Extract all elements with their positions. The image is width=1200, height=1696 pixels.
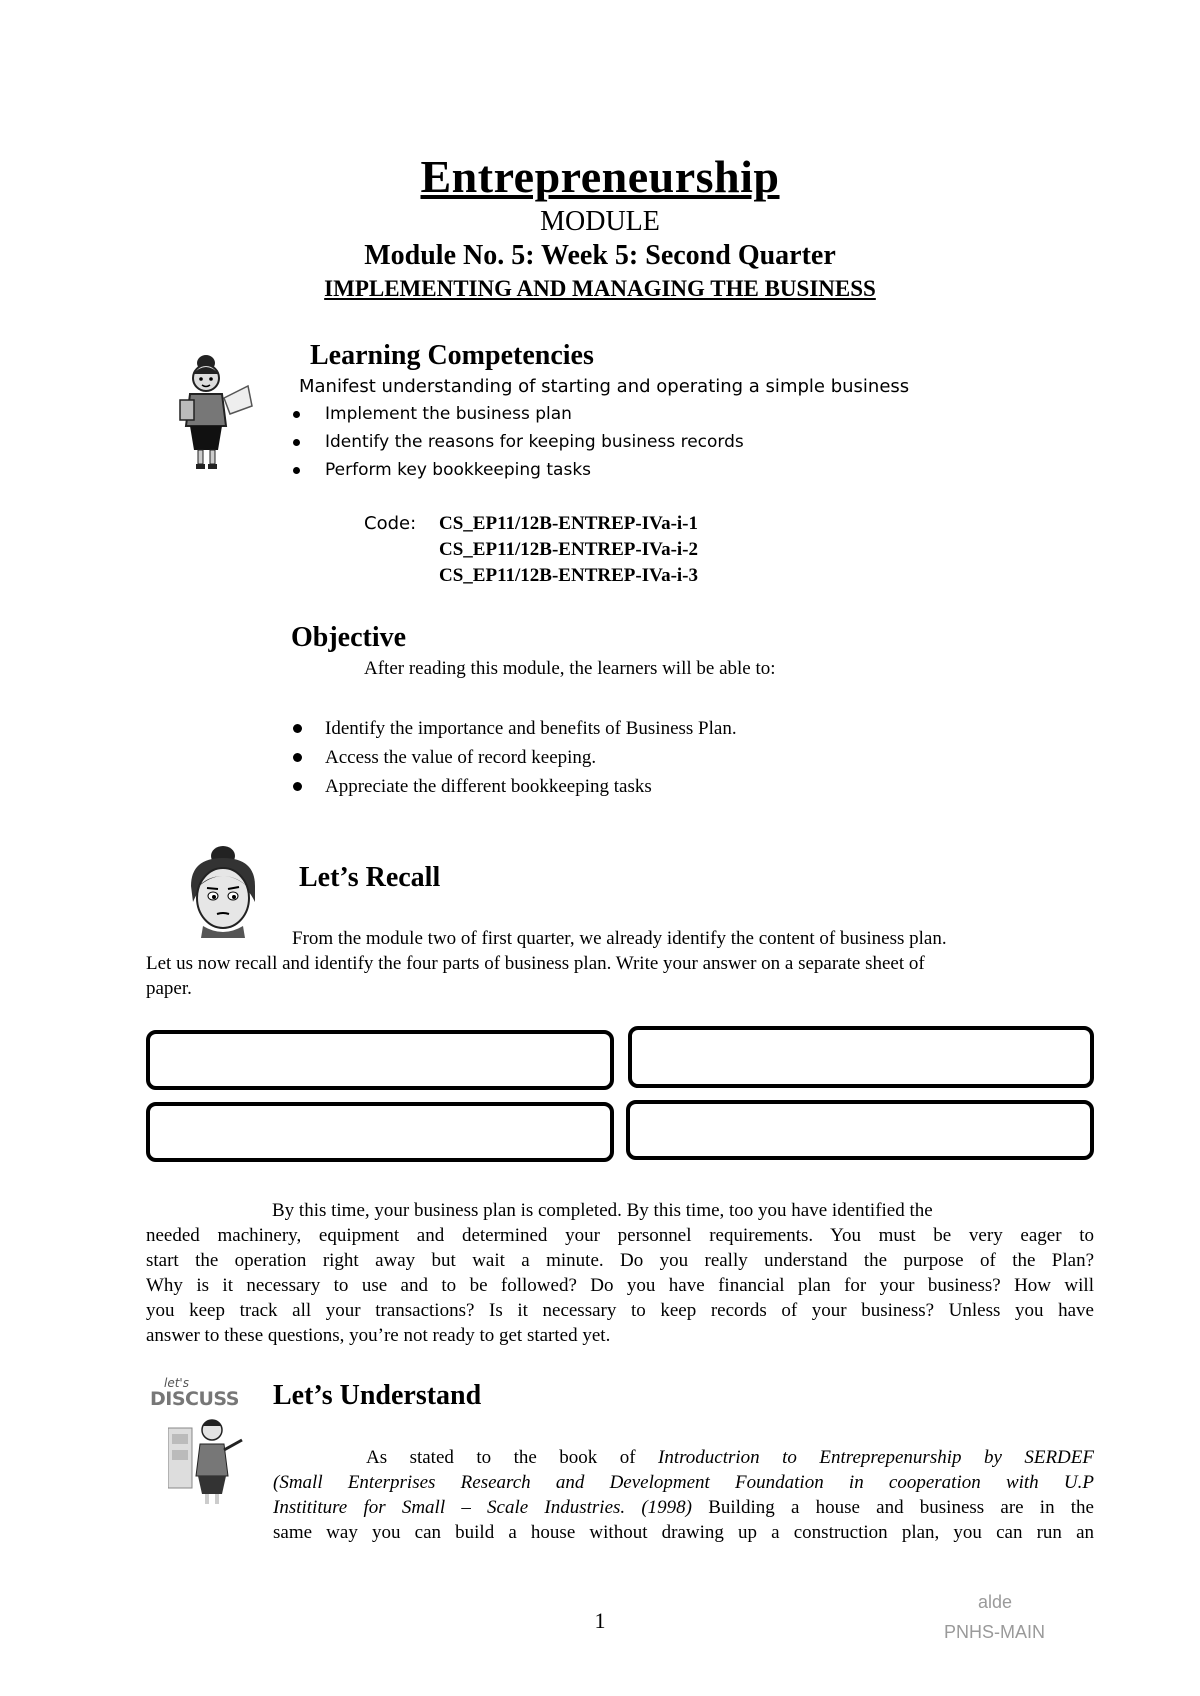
understand-text: same way you can build a house without drawing up a construction plan, you can run an [273, 1522, 1094, 1543]
paragraph-line: you keep track all your transactions? Is it necessary to keep records of your business? Unless you have [146, 1300, 1094, 1321]
list-item: Access the value of record keeping. [289, 743, 989, 772]
paragraph-line: By this time, your business plan is completed. By this time, too you have identified the [272, 1200, 933, 1221]
page-title: Entrepreneurship [420, 151, 780, 202]
understand-text: Building a house and business are in the [692, 1497, 1094, 1518]
code-list [439, 511, 698, 589]
competency-code: CS_EP11/12B-ENTREP-IVa-i-3 [439, 565, 698, 586]
module-label: MODULE [540, 206, 660, 237]
understand-text: As stated to the book of [366, 1447, 658, 1468]
competency-code: CS_EP11/12B-ENTREP-IVa-i-2 [439, 539, 698, 560]
competencies-heading: Learning Competencies [310, 340, 594, 371]
page-number: 1 [594, 1608, 606, 1633]
answer-box-2[interactable] [628, 1026, 1094, 1088]
recall-text-line: paper. [146, 978, 192, 999]
answer-box-1[interactable] [146, 1030, 614, 1090]
list-item: Identify the importance and benefits of Business Plan. [289, 714, 989, 743]
watermark-line-2: PNHS-MAIN [944, 1622, 1046, 1642]
recall-heading: Let’s Recall [299, 862, 441, 893]
list-item: Appreciate the different bookkeeping tasks [289, 772, 989, 801]
objective-intro: After reading this module, the learners will be able to: [364, 658, 776, 679]
book-publisher: (Small Enterprises Research and Development Foundation in cooperation with U.P [273, 1472, 1094, 1493]
book-title: Introductrion to Entreprepenurship by SERDEF [658, 1447, 1094, 1468]
answer-box-3[interactable] [146, 1102, 614, 1162]
competencies-intro: Manifest understanding of starting and operating a simple business [299, 376, 910, 397]
recall-text-line: Let us now recall and identify the four parts of business plan. Write your answer on a separate sheet of [146, 953, 925, 974]
objective-list [289, 714, 989, 801]
discuss-sticker-top: let's [164, 1376, 189, 1390]
book-publisher-cont: Instititure for Small – Scale Industries. (1998) [273, 1497, 693, 1518]
understand-line [273, 1470, 1094, 1495]
teacher-illustration [176, 350, 262, 472]
understand-line [273, 1520, 1094, 1545]
paragraph-line: needed machinery, equipment and determined your personnel requirements. You must be very eager to [146, 1225, 1094, 1246]
paragraph-line: Why is it necessary to use and to be followed? Do you have financial plan for your business? How will [146, 1275, 1094, 1296]
discuss-illustration [150, 1376, 260, 1506]
competency-code: CS_EP11/12B-ENTREP-IVa-i-1 [439, 513, 698, 534]
module-subtitle: Module No. 5: Week 5: Second Quarter [364, 240, 836, 271]
list-item: Implement the business plan [289, 400, 989, 428]
understand-line [273, 1445, 1094, 1470]
objective-heading: Objective [291, 622, 407, 653]
list-item: Perform key bookkeeping tasks [289, 456, 989, 484]
discuss-sticker-word: DISCUSS [150, 1388, 239, 1410]
module-topic: IMPLEMENTING AND MANAGING THE BUSINESS [324, 276, 876, 301]
understand-heading: Let’s Understand [273, 1380, 482, 1411]
paragraph-line: start the operation right away but wait a minute. Do you really understand the purpose of the Plan? [146, 1250, 1094, 1271]
list-item: Identify the reasons for keeping business records [289, 428, 989, 456]
understand-line [273, 1495, 1094, 1520]
watermark-line-1: alde [978, 1592, 1013, 1612]
paragraph-line: answer to these questions, you’re not ready to get started yet. [146, 1325, 611, 1346]
presenter-icon [168, 1414, 248, 1506]
thinking-girl-illustration [183, 842, 267, 938]
code-label: Code: [364, 513, 417, 534]
recall-text-line: From the module two of first quarter, we already identify the content of business plan. [292, 928, 947, 949]
answer-box-4[interactable] [626, 1100, 1094, 1160]
competencies-list [289, 400, 989, 484]
